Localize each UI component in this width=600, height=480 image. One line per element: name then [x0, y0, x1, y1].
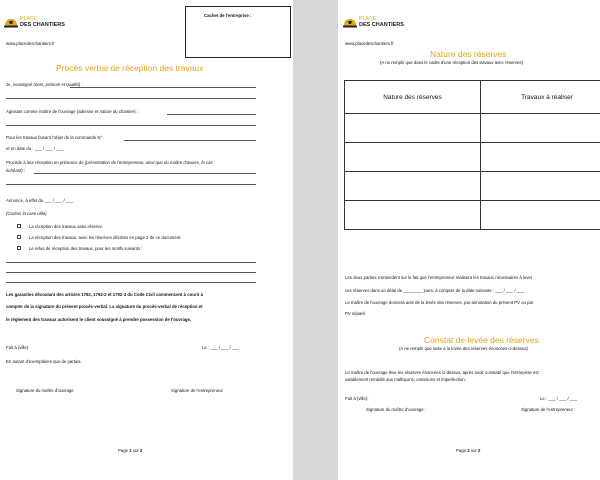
- lift-reserves-paragraph: Le maître de l'ouvrage lève les réserves énoncées ci-dessus, après avoir constaté que l'entreprise est valablement remédié aux malfaçons, omissions et imperfection.: [345, 370, 539, 382]
- reserve-nature-cell[interactable]: [345, 114, 481, 143]
- document-page-2: [338, 0, 600, 480]
- accept-without-reserve-checkbox[interactable]: [17, 224, 21, 228]
- table-row: [345, 201, 600, 230]
- deadline-paragraph: Les deux parties s'entendent sur le fait que l'entrepreneur réalisera les travaux nécessaires à lever ces réserves dans un délai de ________ jours, à compter de la date suivante : ___ / ___ / ___: [345, 275, 533, 293]
- signature-date-field[interactable]: Le : ___ / ___ / ___: [540, 396, 578, 401]
- acknowledgement-paragraph: Le maître de l'ouvrage donnera acte de la levée des réserves, par annotation du présent PV ou par PV séparé.: [345, 300, 534, 316]
- guarantee-paragraph: Les garanties découlant des articles 1792, 1792-2 et 1792-3 du Code Civil commencent à courir à compter de la signature du présent procès-verbal. La signature du procès-verbal de réception et le règlement des travaux autorisent le client soussigné à prendre possession de l'ouvrage.: [6, 292, 204, 322]
- page-number: Page 2 sur 2: [456, 448, 481, 453]
- refusal-reason-line-3[interactable]: [6, 282, 256, 283]
- owner-signature-label: Signature du maître d'ouvrage: [16, 388, 74, 393]
- order-date-field[interactable]: et en date du : ___ / ___ / ___: [6, 146, 64, 151]
- reserves-title: Nature des réserves: [430, 49, 507, 59]
- undersigned-label: Je, soussigné (nom, prénom et qualité) :: [6, 82, 83, 87]
- refuse-reception-checkbox[interactable]: [17, 246, 21, 250]
- helmet-logo-icon: [4, 17, 18, 28]
- owner-label: Agissant comme maître de l'ouvrage (adresse et nature du chantier) :: [6, 109, 138, 114]
- accept-with-reserves-checkbox[interactable]: [17, 235, 21, 239]
- table-row: [345, 172, 600, 201]
- works-cell[interactable]: [481, 114, 600, 143]
- column-header-works: Travaux à réaliser: [481, 81, 600, 114]
- table-header-row: [345, 81, 600, 114]
- brand-place-text: PLACE: [20, 16, 38, 22]
- works-cell[interactable]: [481, 172, 600, 201]
- owner-field[interactable]: [167, 114, 256, 115]
- option-label: La réception des travaux, avec les réserves décrites en page 2 de ce document.: [29, 235, 182, 240]
- lift-reserves-title: Constat de levée des réserves: [424, 335, 539, 345]
- option-label: Le refus de réception des travaux, pour les motifs suivants :: [29, 246, 143, 251]
- presence-label-cont: échéant) :: [6, 168, 26, 173]
- company-stamp-label: Cachet de l'entreprise :: [204, 13, 252, 18]
- undersigned-field-line-2[interactable]: [6, 98, 256, 99]
- refusal-reason-line-2[interactable]: [6, 272, 256, 273]
- contractor-signature-label: Signature de l'entrepreneur :: [521, 407, 576, 412]
- table-row: [345, 143, 600, 172]
- works-order-label: Pour les travaux faisant l'objet de la commande N°: [6, 135, 103, 140]
- company-stamp-box[interactable]: [185, 6, 291, 58]
- done-at-field[interactable]: Fait à (ville):: [6, 345, 30, 350]
- column-header-nature: Nature des réserves: [345, 81, 481, 114]
- reserve-nature-cell[interactable]: [345, 143, 481, 172]
- brand-name-text: DES CHANTIERS: [20, 22, 65, 28]
- option-label: La réception des travaux sans réserve.: [29, 224, 104, 229]
- brand-place-text: PLACE: [359, 16, 377, 22]
- presence-label: Procède à leur réception en présence de (présentation de l'entrepreneur, ainsi que du maître d'œuvre, le cas: [6, 160, 213, 165]
- document-page-1: [0, 0, 293, 480]
- works-cell[interactable]: [481, 143, 600, 172]
- page-title: Procès verbal de réception des travaux: [56, 63, 204, 73]
- brand-url[interactable]: www.placedeschantiers.fr: [345, 41, 394, 46]
- owner-signature-label: Signature du maître d'ouvrage :: [366, 407, 427, 412]
- effect-date-field[interactable]: Annonce, à effet du ___ / ___ / ___: [6, 198, 74, 203]
- check-hint: (Cocher la case utile): [6, 211, 47, 216]
- reserves-table: [344, 80, 600, 230]
- undersigned-field[interactable]: [70, 87, 256, 88]
- page-number: Page 1 sur 2: [118, 448, 143, 453]
- refusal-reason-line-1[interactable]: [6, 262, 256, 263]
- works-order-field[interactable]: [124, 140, 256, 141]
- owner-field-line-2[interactable]: [6, 125, 256, 126]
- signature-date-field[interactable]: Le : ___ / ___ / ___: [202, 345, 240, 350]
- reserve-nature-cell[interactable]: [345, 172, 481, 201]
- table-row: [345, 114, 600, 143]
- brand-name-text: DES CHANTIERS: [359, 22, 404, 28]
- reserve-nature-cell[interactable]: [345, 201, 481, 230]
- presence-field[interactable]: [34, 173, 256, 174]
- lift-reserves-subtitle: (A ne remplir que suite à la levée des réserves énoncées ci-dessus): [399, 346, 528, 351]
- contractor-signature-label: Signature de l'entrepreneur: [171, 388, 223, 393]
- copies-note: En autant d'exemplaires que de parties.: [6, 359, 82, 364]
- works-cell[interactable]: [481, 201, 600, 230]
- reserves-subtitle: (A ne remplir que dans le cadre d'une réception des travaux avec réserves): [380, 60, 523, 65]
- presence-field-line-2[interactable]: [6, 184, 256, 185]
- brand-url[interactable]: www.placedeschantiers.fr: [6, 41, 55, 46]
- done-at-field[interactable]: Fait à (ville):: [345, 396, 369, 401]
- helmet-logo-icon: [343, 17, 357, 28]
